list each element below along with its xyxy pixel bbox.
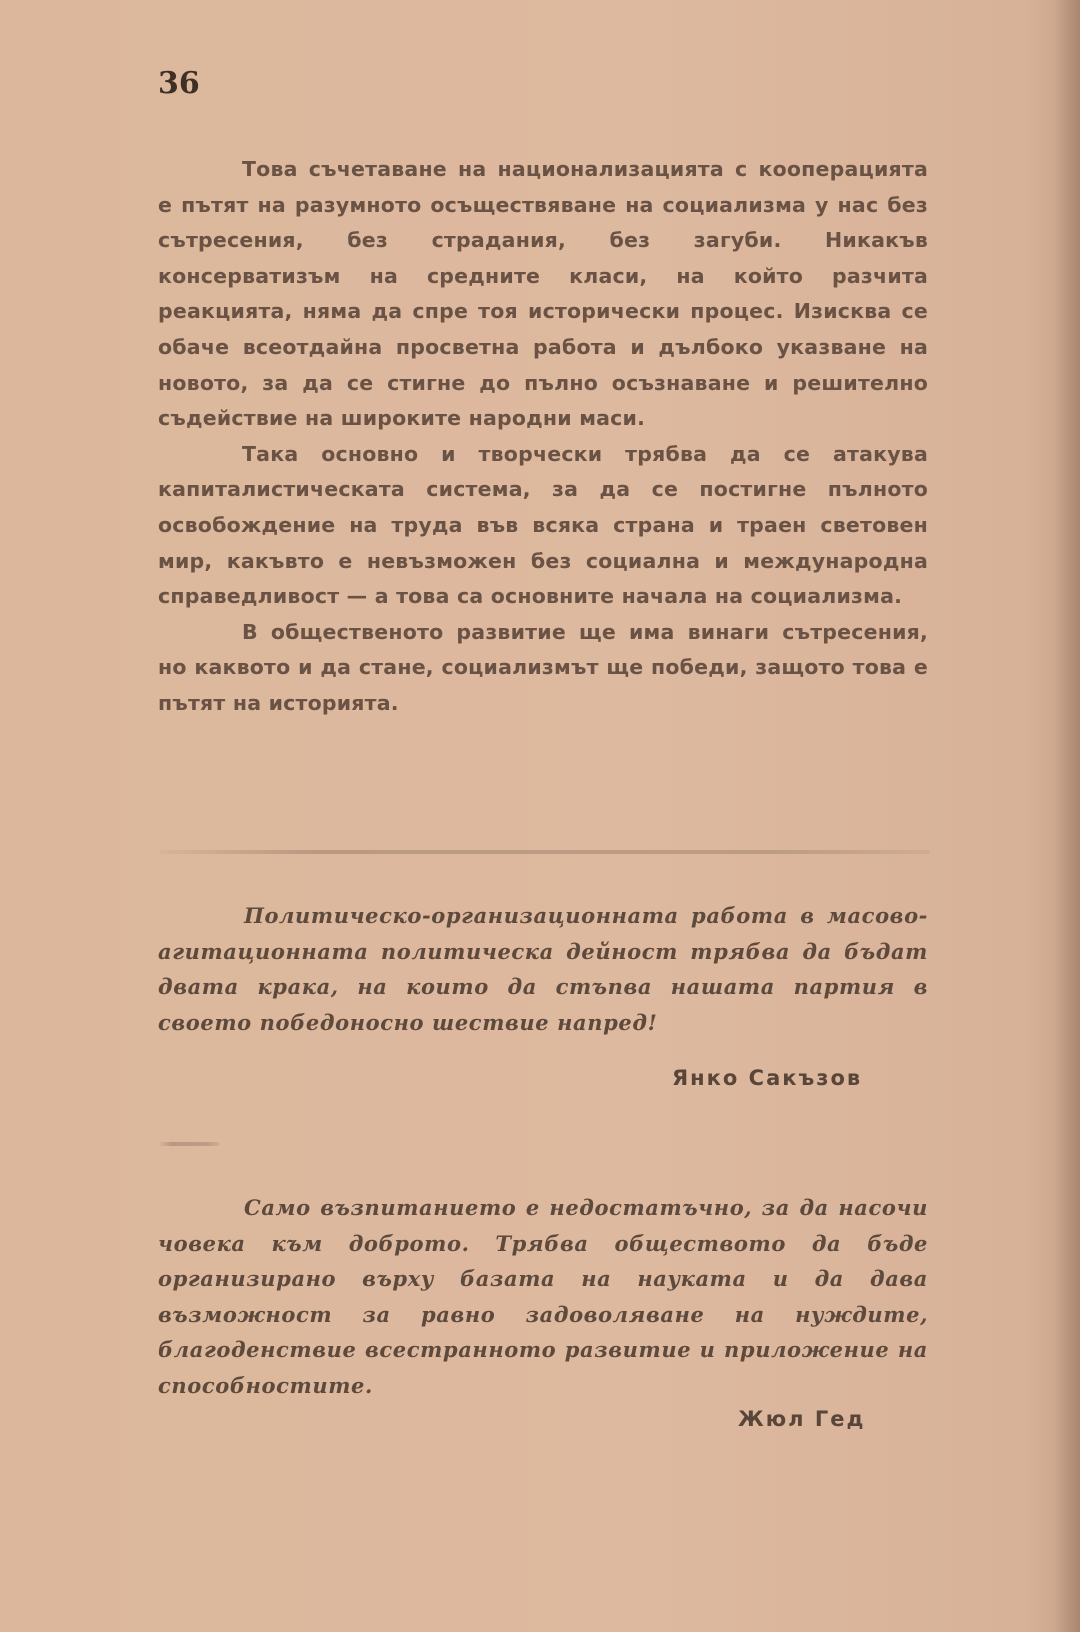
main-text (158, 152, 928, 722)
quote-text: Политическо-организационната работа в масово-агитационната политическа дейност трябва да бъдат двата крака, на които да стъпва нашата партия в своето победоносно шествие напред! (158, 903, 928, 1035)
separator-line (160, 850, 930, 854)
quote-block (158, 898, 928, 1040)
quote-text: Само възпитанието е недостатъчно, за да насочи човека към доброто. Трябва обществото да бъде организирано върху базата на науката и да дава възможност за равно задоволяване на нуждите, благоденствие всестранното развитие и приложение на способностите. (158, 1195, 928, 1398)
separator-mark (160, 1142, 220, 1146)
paragraph: Така основно и творчески трябва да се атакува капиталистическата система, за да се постигне пълното освобождение на труда във всяка страна и траен световен мир, какъвто е невъзможен без социална и международна справедливост — а това са основните начала на социализма. (158, 441, 928, 609)
page-number: 36 (158, 66, 200, 101)
quote-author: Янко Сакъзов (672, 1066, 863, 1090)
quote-author: Жюл Гед (738, 1407, 866, 1431)
quote-block (158, 1190, 928, 1404)
paragraph: Това съчетаване на национализацията с кооперацията е пътят на разумното осъществяване на социализма у нас без сътресения, без страдания, без загуби. Никакъв консерватизъм на средните класи, на който разчита реакцията, няма да спре тоя исторически процес. Изисква се обаче всеотдайна просветна работа и дълбоко указване на новото, за да се стигне до пълно осъзнаване и решително съдействие на широките народни маси. (158, 157, 928, 431)
paragraph: В общественото развитие ще има винаги сътресения, но каквото и да стане, социализмът ще победи, защото това е пътят на историята. (158, 619, 928, 715)
page-edge-shadow (1054, 0, 1080, 1632)
